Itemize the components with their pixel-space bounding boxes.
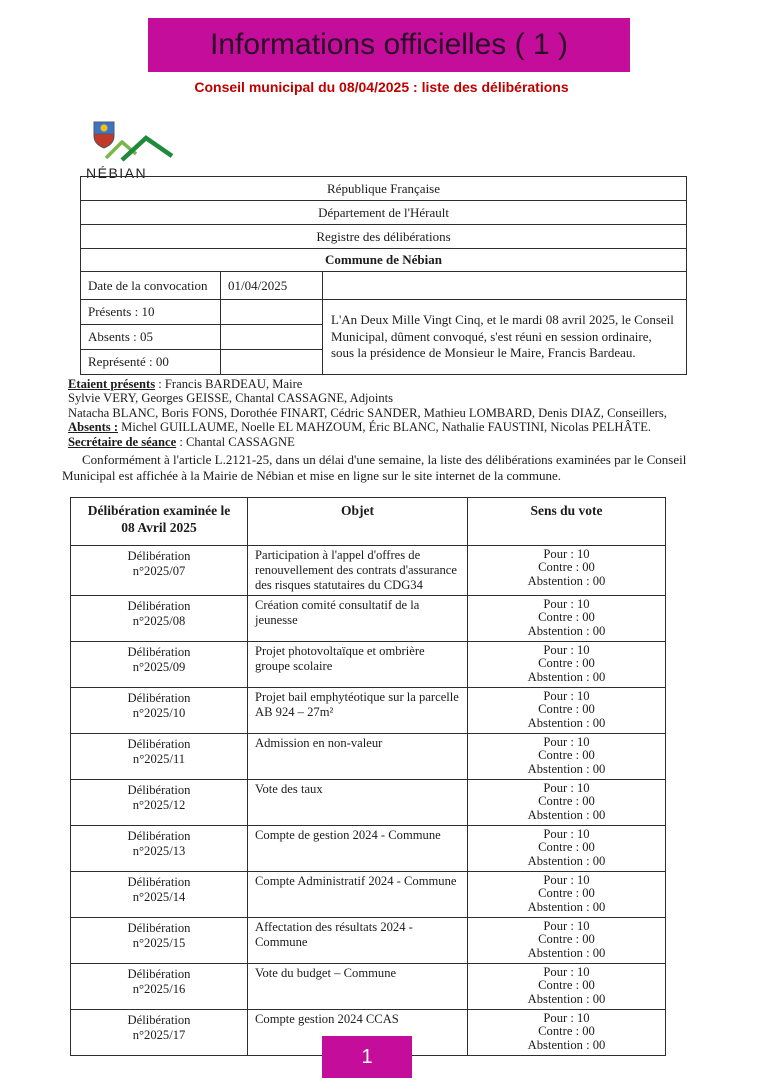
present-line: Etaient présents : Francis BARDEAU, Maire xyxy=(68,377,303,391)
empty-cell xyxy=(221,350,323,375)
table-row xyxy=(71,918,666,964)
empty-cell xyxy=(323,272,687,300)
page-number: 1 xyxy=(361,1045,373,1068)
table-row xyxy=(71,596,666,642)
document-subtitle: Conseil municipal du 08/04/2025 : liste des délibérations xyxy=(194,79,569,95)
attendance-block xyxy=(68,377,704,449)
deliberation-objet: Vote du budget – Commune xyxy=(248,964,468,1010)
deliberation-number: Délibération n°2025/16 xyxy=(71,964,248,1010)
logo-wordmark: NÉBIAN xyxy=(86,165,148,181)
vote-result: Pour : 10 Contre : 00 Abstention : 00 xyxy=(468,596,666,642)
deliberation-number: Délibération n°2025/07 xyxy=(71,546,248,596)
convocation-label: Date de la convocation xyxy=(81,272,221,300)
deliberations-table xyxy=(70,497,666,1056)
table-row xyxy=(71,826,666,872)
sun-icon xyxy=(100,124,107,131)
col-header-objet: Objet xyxy=(248,498,468,546)
vote-result: Pour : 10 Contre : 00 Abstention : 00 xyxy=(468,780,666,826)
deliberation-objet: Compte Administratif 2024 - Commune xyxy=(248,872,468,918)
deliberation-number: Délibération n°2025/15 xyxy=(71,918,248,964)
page-number-badge xyxy=(322,1036,412,1078)
absents-line: Absents : Michel GUILLAUME, Noelle EL MAHZOUM, Éric BLANC, Nathalie FAUSTINI, Nicolas PELHÂTE. xyxy=(68,420,652,435)
table-row xyxy=(71,780,666,826)
deliberation-number: Délibération n°2025/12 xyxy=(71,780,248,826)
vote-result: Pour : 10 Contre : 00 Abstention : 00 xyxy=(468,872,666,918)
deliberation-number: Délibération n°2025/09 xyxy=(71,642,248,688)
republique-row: République Française xyxy=(81,177,687,201)
deliberation-objet: Participation à l'appel d'offres de renouvellement des contrats d'assurance des risques statutaires du CDG34 xyxy=(248,546,468,596)
vote-result: Pour : 10 Contre : 00 Abstention : 00 xyxy=(468,826,666,872)
deliberation-objet: Affectation des résultats 2024 - Commune xyxy=(248,918,468,964)
deliberation-objet: Compte de gestion 2024 - Commune xyxy=(248,826,468,872)
col-header-deliberation: Délibération examinée le 08 Avril 2025 xyxy=(71,498,248,546)
registre-row: Registre des délibérations xyxy=(81,225,687,249)
adjoints-line: Sylvie VERY, Georges GEISSE, Chantal CASSAGNE, Adjoints xyxy=(68,391,394,406)
deliberation-objet: Projet bail emphytéotique sur la parcelle AB 924 – 27m² xyxy=(248,688,468,734)
deliberation-number: Délibération n°2025/08 xyxy=(71,596,248,642)
vote-result: Pour : 10 Contre : 00 Abstention : 00 xyxy=(468,546,666,596)
table-row xyxy=(71,964,666,1010)
empty-cell xyxy=(221,300,323,325)
table-row xyxy=(71,734,666,780)
deliberation-number: Délibération n°2025/10 xyxy=(71,688,248,734)
legal-notice: Conformément à l'article L.2121-25, dans un délai d'une semaine, la liste des délibérations examinées par le Conseil Municipal est affichée à la Mairie de Nébian et mise en ligne sur le site internet de la commune. xyxy=(62,452,687,483)
deliberation-number: Délibération n°2025/11 xyxy=(71,734,248,780)
deliberation-objet: Vote des taux xyxy=(248,780,468,826)
vote-result: Pour : 10 Contre : 00 Abstention : 00 xyxy=(468,688,666,734)
table-row xyxy=(71,872,666,918)
session-text: L'An Deux Mille Vingt Cinq, et le mardi 08 avril 2025, le Conseil Municipal, dûment convoqué, s'est réuni en session ordinaire, sous la présidence de Monsieur le Maire, Francis Bardeau. xyxy=(323,300,687,375)
nebian-crest-icon xyxy=(84,120,184,162)
nebian-logo xyxy=(84,120,204,181)
table-row xyxy=(71,642,666,688)
header-table xyxy=(80,176,687,375)
table-row xyxy=(71,546,666,596)
page-title: Informations officielles ( 1 ) xyxy=(210,28,568,61)
vote-result: Pour : 10 Contre : 00 Abstention : 00 xyxy=(468,642,666,688)
col-header-vote: Sens du vote xyxy=(468,498,666,546)
departement-row: Département de l'Hérault xyxy=(81,201,687,225)
deliberation-objet: Projet photovoltaïque et ombrière groupe scolaire xyxy=(248,642,468,688)
deliberation-number: Délibération n°2025/14 xyxy=(71,872,248,918)
title-banner xyxy=(148,18,630,72)
deliberation-objet: Compte gestion 2024 CCAS xyxy=(248,1010,468,1056)
table-row xyxy=(71,688,666,734)
deliberation-number: Délibération n°2025/13 xyxy=(71,826,248,872)
commune-row: Commune de Nébian xyxy=(81,249,687,272)
deliberation-objet: Création comité consultatif de la jeunesse xyxy=(248,596,468,642)
vote-result: Pour : 10 Contre : 00 Abstention : 00 xyxy=(468,964,666,1010)
absents-count: Absents : 05 xyxy=(81,325,221,350)
deliberation-number: Délibération n°2025/17 xyxy=(71,1010,248,1056)
empty-cell xyxy=(221,325,323,350)
vote-result: Pour : 10 Contre : 00 Abstention : 00 xyxy=(468,918,666,964)
represente-count: Représenté : 00 xyxy=(81,350,221,375)
convocation-date: 01/04/2025 xyxy=(221,272,323,300)
vote-result: Pour : 10 Contre : 00 Abstention : 00 xyxy=(468,1010,666,1056)
conseillers-line: Natacha BLANC, Boris FONS, Dorothée FINART, Cédric SANDER, Mathieu LOMBARD, Denis DIAZ, Conseillers, xyxy=(68,405,667,420)
vote-result: Pour : 10 Contre : 00 Abstention : 00 xyxy=(468,734,666,780)
secretary-line: Secrétaire de séance : Chantal CASSAGNE xyxy=(68,434,295,449)
presents-count: Présents : 10 xyxy=(81,300,221,325)
deliberation-objet: Admission en non-valeur xyxy=(248,734,468,780)
